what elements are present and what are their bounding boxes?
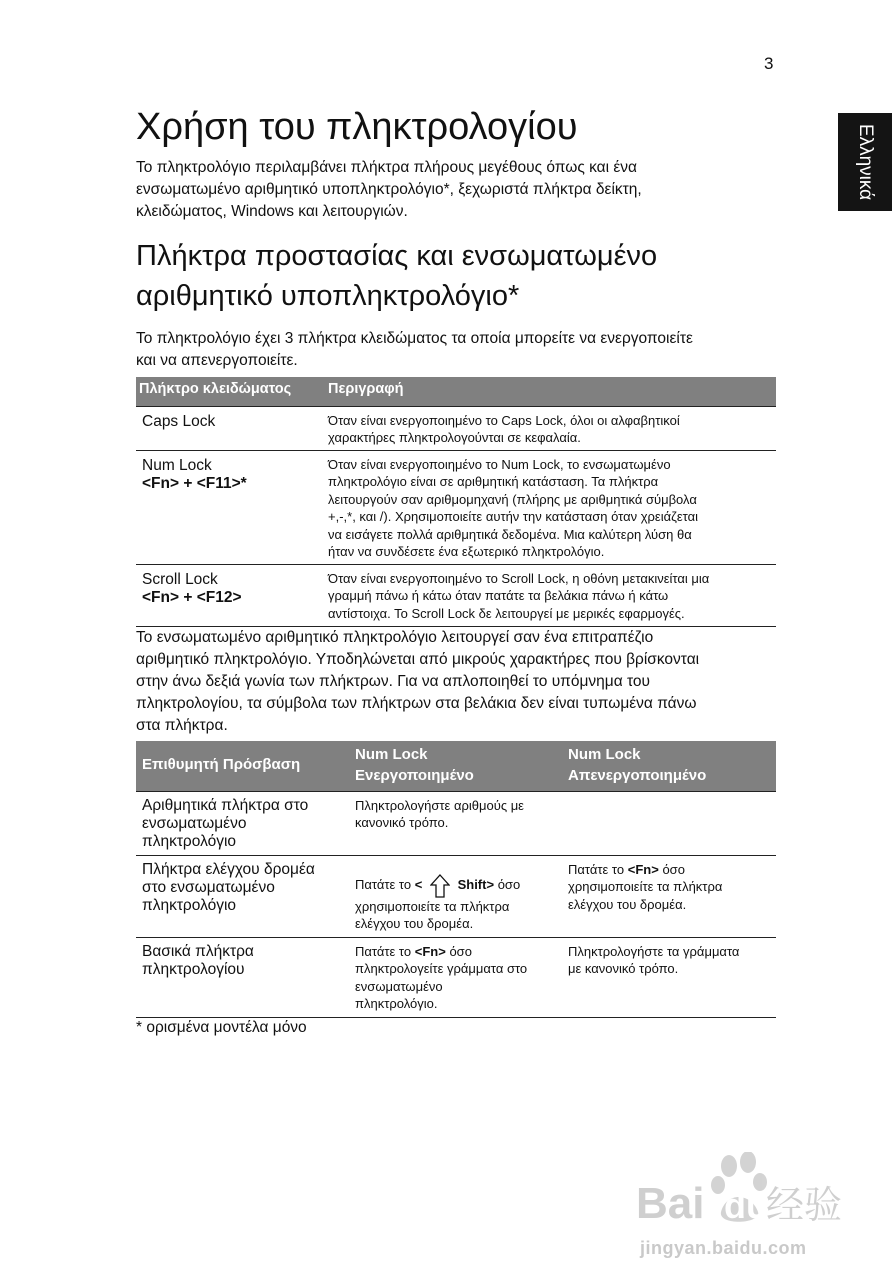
key-description: Όταν είναι ενεργοποιημένο το Caps Lock, όλοι οι αλφαβητικοί χαρακτήρες πληκτρολογούνται σε κεφαλαία. bbox=[328, 413, 680, 446]
shift-arrow-icon bbox=[430, 874, 450, 898]
key-name: Num Lock <Fn> + <F11>* bbox=[142, 457, 247, 492]
lock-keys-table bbox=[136, 377, 776, 627]
section-intro: Το πληκτρολόγιο έχει 3 πλήκτρα κλειδώματος τα οποία μπορείτε να ενεργοποιείτε και να απενεργοποιείτε. bbox=[136, 330, 693, 369]
header-description: Περιγραφή bbox=[328, 381, 404, 397]
table-row bbox=[136, 407, 776, 451]
numlock-off-cell: Πατάτε το <Fn> όσο χρησιμοποιείτε τα πλήκτρα ελέγχου του δρομέα. bbox=[568, 862, 723, 912]
key-name: Caps Lock bbox=[142, 413, 216, 430]
intro-paragraph: Το πληκτρολόγιο περιλαμβάνει πλήκτρα πλήρους μεγέθους όπως και ένα ενσωματωμένο αριθμητικό υποπληκτρολόγιο*, ξεχωριστά πλήκτρα δείκτη, κλειδώματος, Windows και λειτουργιών. bbox=[136, 159, 642, 220]
lock-table-header bbox=[136, 377, 776, 407]
svg-text:Bai: Bai bbox=[636, 1179, 705, 1228]
footnote: * ορισμένα μοντέλα μόνο bbox=[136, 1019, 307, 1036]
key-name: Scroll Lock <Fn> + <F12> bbox=[142, 571, 242, 606]
access-cell: Πλήκτρα ελέγχου δρομέα στο ενσωματωμένο πληκτρολόγιο bbox=[142, 861, 315, 914]
svg-text:du: du bbox=[724, 1185, 768, 1226]
table-row bbox=[136, 792, 776, 856]
numlock-on-cell: Πατάτε το < Shift> όσο χρησιμοποιείτε τα πλήκτρα ελέγχου του δρομέα. bbox=[355, 872, 520, 933]
numlock-off-cell: Πληκτρολογήστε τα γράμματα με κανονικό τρόπο. bbox=[568, 944, 740, 977]
table-row bbox=[136, 856, 776, 938]
table-row bbox=[136, 938, 776, 1018]
svg-text:经验: 经验 bbox=[766, 1185, 843, 1227]
page-number: 3 bbox=[764, 54, 774, 73]
access-table-header bbox=[136, 741, 776, 792]
header-desired-access: Επιθυμητή Πρόσβαση bbox=[142, 756, 301, 773]
key-description: Όταν είναι ενεργοποιημένο το Num Lock, το ενσωματωμένο πληκτρολόγιο είναι σε αριθμητική κατάσταση. Τα πλήκτρα λειτουργούν σαν αριθμομηχανή (πλήρης με αριθμητικά σύμβολα +,-,*, και /). Χρησιμοποιείτε αυτήν την κατάσταση όταν χρειάζεται να εισάγετε πολλά αριθμητικά δεδομένα. Μια καλύτερη λύση θα ήταν να συνδέσετε ένα εξωτερικό πληκτρολόγιο. bbox=[328, 457, 699, 560]
language-tab-label: Ελληνικά bbox=[855, 123, 876, 201]
header-numlock-on: Num Lock Ενεργοποιημένο bbox=[355, 746, 474, 784]
key-description: Όταν είναι ενεργοποιημένο το Scroll Lock, η οθόνη μετακινείται μια γραμμή πάνω ή κάτω όταν πατάτε τα βελάκια πάνω ή κάτω αντίστοιχα. Το Scroll Lock δε λειτουργεί με μερικές εφαρμογές. bbox=[328, 571, 710, 621]
table-row bbox=[136, 565, 776, 627]
watermark-url: jingyan.baidu.com bbox=[640, 1238, 807, 1258]
keypad-paragraph: Το ενσωματωμένο αριθμητικό πληκτρολόγιο λειτουργεί σαν ένα επιτραπέζιο αριθμητικό πληκτρολόγιο. Υποδηλώνεται από μικρούς χαρακτήρες που βρίσκονται στην άνω δεξιά γωνία των πλήκτρων. Για να απλοποιηθεί το υπόμνημα του πληκτρολογίου, τα σύμβολα των πλήκτρων στα βελάκια δεν είναι τυπωμένα πάνω στα πλήκτρα. bbox=[136, 629, 700, 734]
numlock-on-cell: Πληκτρολογήστε αριθμούς με κανονικό τρόπο. bbox=[355, 798, 524, 831]
page-title: Χρήση του πληκτρολογίου bbox=[136, 106, 578, 148]
access-table bbox=[136, 741, 776, 1018]
language-tab bbox=[838, 113, 892, 211]
access-cell: Βασικά πλήκτρα πληκτρολογίου bbox=[142, 943, 254, 978]
section-title: Πλήκτρα προστασίας και ενσωματωμένο αριθμητικό υποπληκτρολόγιο* bbox=[136, 240, 658, 312]
numlock-on-cell: Πατάτε το <Fn> όσο πληκτρολογείτε γράμματα στο ενσωματωμένο πληκτρολόγιο. bbox=[355, 944, 528, 1012]
access-cell: Αριθμητικά πλήκτρα στο ενσωματωμένο πληκτρολόγιο bbox=[142, 797, 309, 850]
table-row bbox=[136, 451, 776, 565]
header-lock-key: Πλήκτρο κλειδώματος bbox=[139, 381, 292, 397]
header-numlock-off: Num Lock Απενεργοποιημένο bbox=[568, 746, 707, 784]
